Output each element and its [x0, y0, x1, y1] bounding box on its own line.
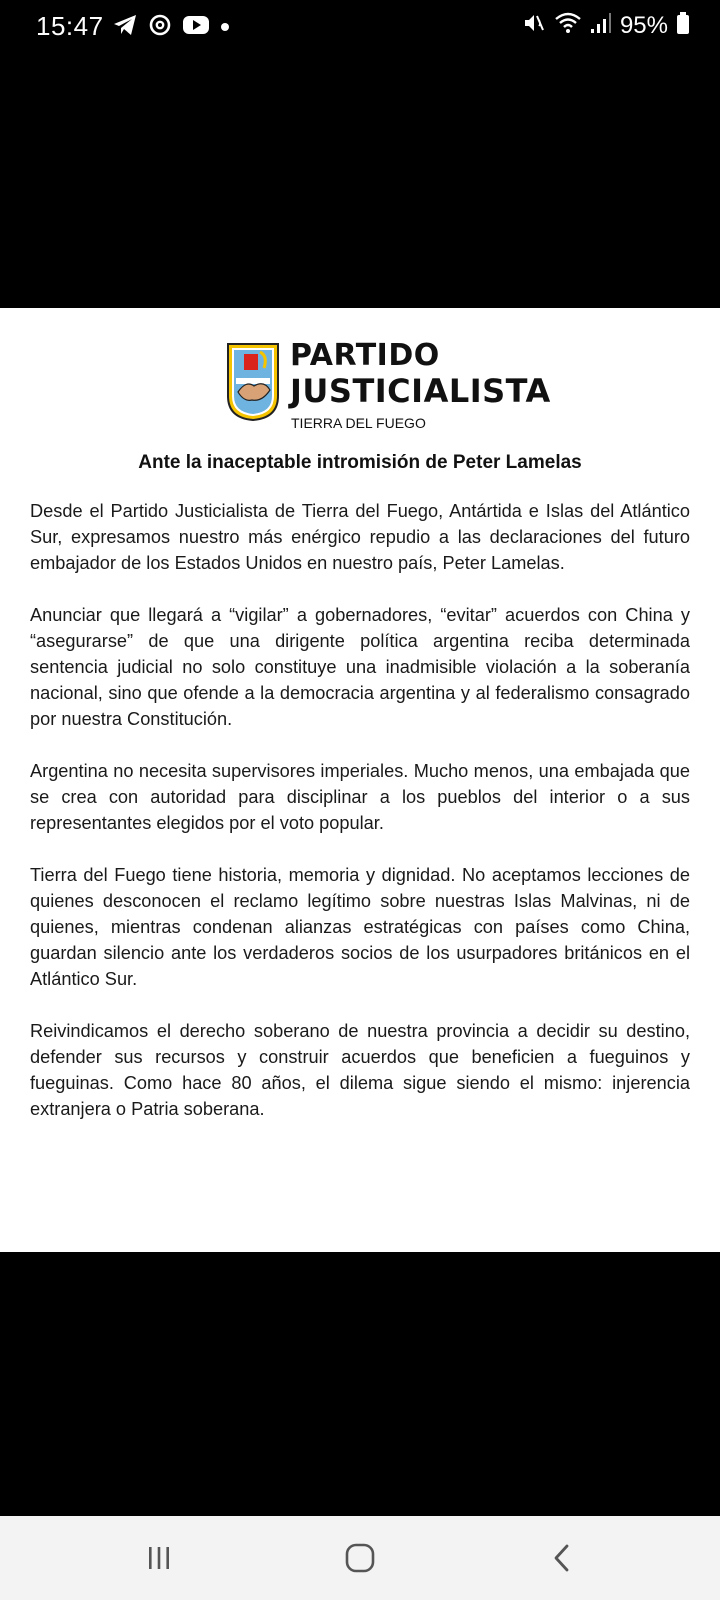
party-logo	[224, 338, 551, 438]
paragraph: Anunciar que llegará a “vigilar” a gobernadores, “evitar” acuerdos con China y “asegurarse” de que una dirigente política argentina reciba determinada sentencia judicial no solo constituye una inadmisible violación a la soberanía nacional, sino que ofende a la democracia argentina y al federalismo consagrado por nuestra Constitución.	[30, 605, 690, 729]
recents-button[interactable]	[137, 1538, 181, 1578]
system-icons	[522, 11, 690, 40]
document-title: Ante la inaceptable intromisión de Peter Lamelas	[138, 452, 582, 473]
battery-icon	[676, 11, 690, 40]
telegram-icon	[112, 13, 138, 42]
signal-icon	[590, 11, 612, 40]
document-image	[0, 308, 720, 1252]
battery-percent: 95%	[619, 11, 668, 39]
dot-icon	[220, 19, 230, 37]
home-icon	[344, 1542, 376, 1574]
wifi-icon	[554, 11, 582, 40]
paragraph: Argentina no necesita supervisores imperiales. Mucho menos, una embajada que se crea con autoridad para disciplinar a los pueblos del interior o a sus representantes elegidos por el voto popular.	[30, 761, 690, 833]
recents-icon	[144, 1543, 174, 1573]
youtube-icon	[182, 14, 210, 41]
paragraph: Reivindicamos el derecho soberano de nuestra provincia a decidir su destino, defender sus recursos y construir acuerdos que beneficien a fueguinos y fueguinas. Como hace 80 años, el dilema sigue siendo el mismo: injerencia extranjera o Patria soberana.	[30, 1021, 690, 1119]
status-time: 15:47	[36, 11, 104, 41]
status-bar	[0, 0, 720, 56]
mute-icon	[522, 11, 546, 40]
paragraph: Tierra del Fuego tiene historia, memoria y dignidad. No aceptamos lecciones de quienes desconocen el reclamo legítimo sobre nuestras Islas Malvinas, ni de quienes, mientras condenan alianzas estratégicas con países como China, guardan silencio ante los verdaderos socios de los usurpadores británicos en el Atlántico Sur.	[30, 865, 690, 989]
notification-icons	[112, 13, 230, 42]
logo-text-justicialista: JUSTICIALISTA	[290, 372, 551, 410]
shield-icon	[224, 340, 282, 422]
navigation-bar	[0, 1516, 720, 1600]
logo-text-partido: PARTIDO	[290, 338, 440, 373]
logo-text-region: TIERRA DEL FUEGO	[291, 415, 426, 431]
back-button[interactable]	[540, 1538, 584, 1578]
back-icon	[548, 1542, 576, 1574]
paragraph: Desde el Partido Justicialista de Tierra del Fuego, Antártida e Islas del Atlántico Sur, expresamos nuestro más enérgico repudio a las declaraciones del futuro embajador de los Estados Unidos en nuestro país, Peter Lamelas.	[30, 501, 690, 573]
threads-icon	[148, 13, 172, 42]
home-button[interactable]	[338, 1538, 382, 1578]
document-body	[30, 498, 690, 1148]
